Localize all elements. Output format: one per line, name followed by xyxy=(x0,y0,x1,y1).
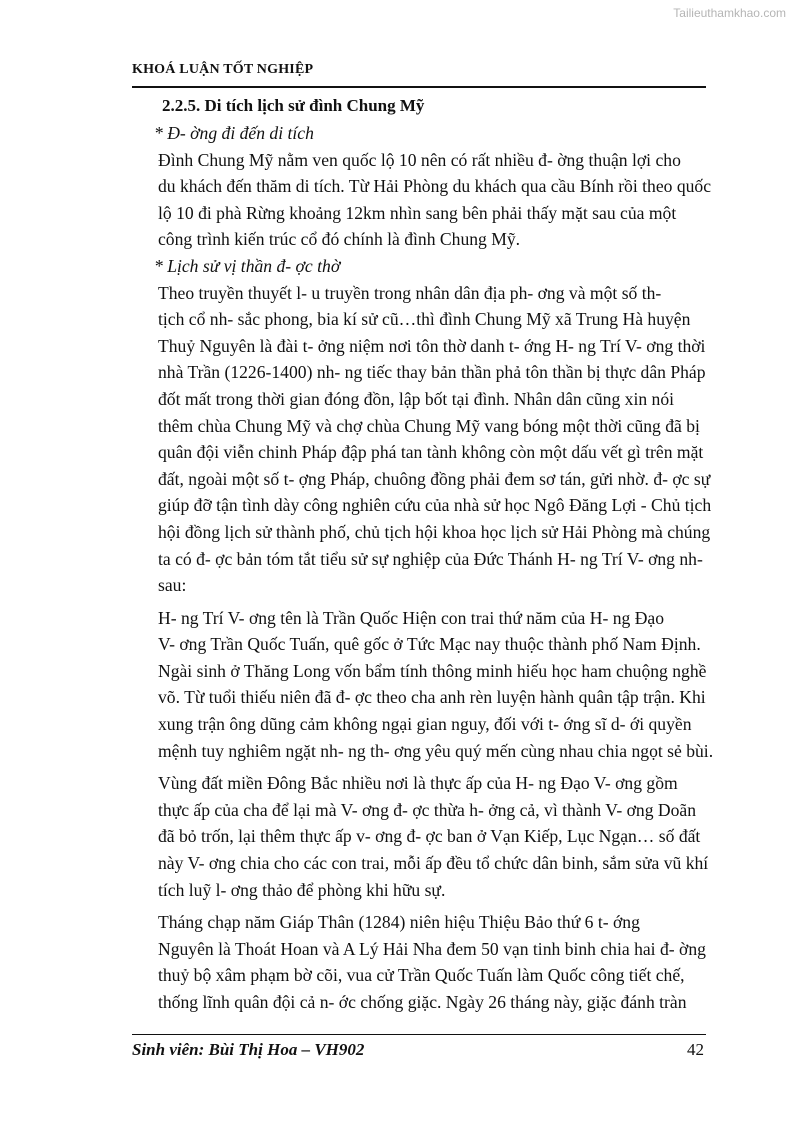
watermark: Tailieuthamkhao.com xyxy=(673,6,786,20)
paragraph-war xyxy=(132,909,718,1015)
paragraph-history xyxy=(132,280,718,599)
subheading-route: * Đ- ờng đi đến di tích xyxy=(154,123,314,143)
text-line: thực ấp của cha để lại mà V- ơng đ- ợc thừa h- ởng cả, vì thành V- ơng Doãn xyxy=(158,799,697,820)
text-line: hội đồng lịch sử thành phố, chủ tịch hội khoa học lịch sử Hải Phòng mà chúng xyxy=(158,521,711,542)
text-line: Nguyên là Thoát Hoan và A Lý Hải Nha đem 50 vạn tinh binh chia hai đ- ờng xyxy=(158,938,706,959)
text-line: đã bỏ trốn, lại thêm thực ấp v- ơng đ- ợc ban ở Vạn Kiếp, Lục Ngạn… số đất xyxy=(158,826,701,847)
paragraph-land xyxy=(132,770,718,903)
text-line: tịch cổ nh- sắc phong, bia kí sử cũ…thì đình Chung Mỹ xã Trung Hà huyện xyxy=(158,309,691,330)
page-number: 42 xyxy=(687,1040,704,1059)
text-line: đốt mất trong thời gian đóng đồn, lập bốt tại đình. Nhân dân cũng xin nói xyxy=(158,388,675,409)
text-line: xung trận ông dũng cảm không ngại gian nguy, đối với t- ớng sĩ d- ới quyền xyxy=(158,714,692,735)
footer-student: Sinh viên: Bùi Thị Hoa – VH902 xyxy=(132,1040,365,1059)
text-line: giúp đỡ tận tình dày công nghiên cứu của nhà sử học Ngô Đăng Lợi - Chủ tịch xyxy=(158,495,712,516)
text-line: sau: xyxy=(158,575,187,596)
paragraph-route xyxy=(132,147,718,253)
paragraph-bio xyxy=(132,605,718,765)
text-line: công trình kiến trúc cổ đó chính là đình Chung Mỹ. xyxy=(158,229,521,250)
text-line: lộ 10 đi phà Rừng khoảng 12km nhìn sang bên phải thấy mặt sau của một xyxy=(158,202,677,223)
text-line: nhà Trần (1226-1400) nh- ng tiếc thay bản thần phả tôn thần bị thực dân Pháp xyxy=(158,362,706,383)
text-line: Ngài sinh ở Thăng Long vốn bẩm tính thông minh hiếu học ham chuộng nghề xyxy=(158,660,707,681)
body-content xyxy=(132,120,718,1016)
footer-rule xyxy=(132,1034,706,1035)
text-line: Vùng đất miền Đông Bắc nhiều nơi là thực ấp của H- ng Đạo V- ơng gồm xyxy=(158,773,678,794)
text-line: thêm chùa Chung Mỹ và chợ chùa Chung Mỹ vang bóng một thời cũng đã bị xyxy=(158,415,700,436)
text-line: này V- ơng chia cho các con trai, mỗi ấp đều tổ chức dân binh, sắm sửa vũ khí xyxy=(158,853,709,874)
text-line: đất, ngoài một số t- ợng Pháp, chuông đồng phải đem sơ tán, gửi nhờ. đ- ợc sự xyxy=(158,468,711,489)
text-line: quân đội viễn chinh Pháp đập phá tan tành không còn một dấu vết gì trên mặt xyxy=(158,442,704,463)
text-line: võ. Từ tuổi thiếu niên đã đ- ợc theo cha anh rèn luyện hành quân tập trận. Khi xyxy=(158,687,706,708)
text-line: tích luỹ l- ơng thảo để phòng khi hữu sự. xyxy=(158,879,446,900)
header-rule xyxy=(132,86,706,88)
text-line: ta có đ- ợc bản tóm tắt tiểu sử sự nghiệp của Đức Thánh H- ng Trí V- ơng nh- xyxy=(158,548,703,569)
section-title: 2.2.5. Di tích lịch sử đình Chung Mỹ xyxy=(162,96,425,115)
text-line: mệnh tuy nghiêm ngặt nh- ng th- ơng yêu quý mến cùng nhau chia ngọt sẻ bùi. xyxy=(158,740,714,761)
text-line: H- ng Trí V- ơng tên là Trần Quốc Hiện con trai thứ năm của H- ng Đạo xyxy=(158,607,665,628)
text-line: Tháng chạp năm Giáp Thân (1284) niên hiệu Thiệu Bảo thứ 6 t- ớng xyxy=(158,912,640,933)
text-line: V- ơng Trần Quốc Tuấn, quê gốc ở Tức Mạc nay thuộc thành phố Nam Định. xyxy=(158,634,701,655)
document-header: KHOÁ LUẬN TỐT NGHIỆP xyxy=(132,62,314,77)
text-line: Đình Chung Mỹ nằm ven quốc lộ 10 nên có rất nhiều đ- ờng thuận lợi cho xyxy=(158,149,681,170)
text-line: thuỷ bộ xâm phạm bờ cõi, vua cử Trần Quốc Tuấn làm Quốc công tiết chế, xyxy=(158,965,685,986)
text-line: thống lĩnh quân đội cả n- ớc chống giặc. Ngày 26 tháng này, giặc đánh tràn xyxy=(158,992,687,1012)
text-line: Thuỷ Nguyên là đài t- ởng niệm nơi tôn thờ danh t- ớng H- ng Trí V- ơng thời xyxy=(158,335,706,356)
text-line: Theo truyền thuyết l- u truyền trong nhân dân địa ph- ơng và một số th- xyxy=(158,282,662,303)
text-line: du khách đến thăm di tích. Từ Hải Phòng du khách qua cầu Bính rồi theo quốc xyxy=(158,176,712,197)
subheading-history: * Lịch sử vị thần đ- ợc thờ xyxy=(154,255,341,276)
